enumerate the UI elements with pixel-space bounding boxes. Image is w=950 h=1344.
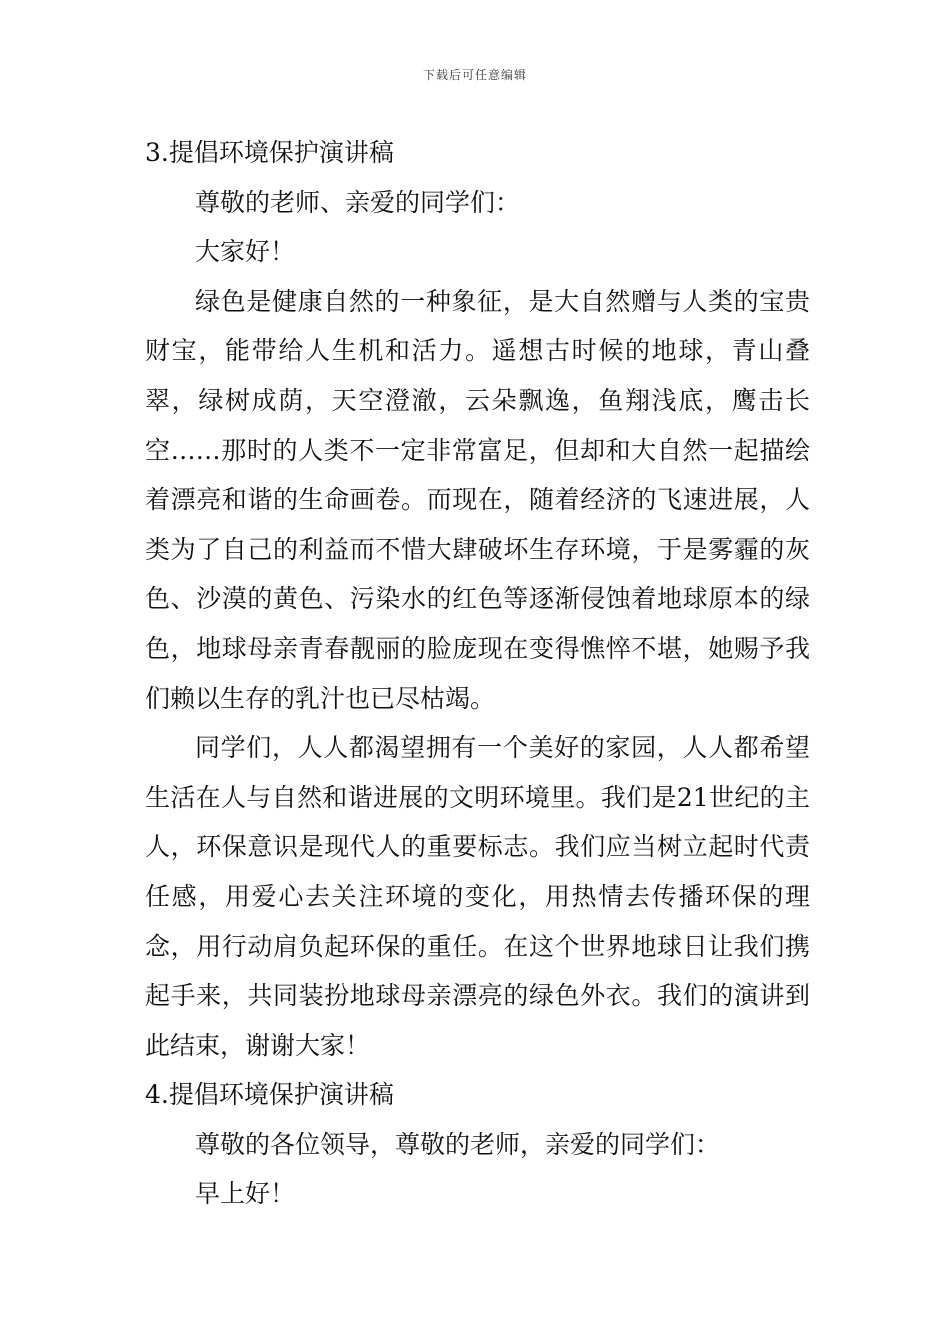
document-body (145, 128, 810, 1219)
page-header-note: 下载后可任意编辑 (422, 68, 527, 82)
body-paragraph: 同学们，人人都渴望拥有一个美好的家园，人人都希望生活在人与自然和谐进展的文明环境里。我们是21世纪的主人，环保意识是现代人的重要标志。我们应当树立起时代责任感，用爱心去关注环境的变化，用热情去传播环保的理念，用行动肩负起环保的重任。在这个世界地球日让我们携起手来，共同装扮地球母亲漂亮的绿色外衣。我们的演讲到此结束，谢谢大家！ (145, 733, 810, 1060)
section-title-3: 3.提倡环境保护演讲稿 (145, 138, 394, 167)
greeting-paragraph: 早上好！ (195, 1179, 296, 1209)
body-paragraph: 绿色是健康自然的一种象征，是大自然赠与人类的宝贵财宝，能带给人生机和活力。遥想古时候的地球，青山叠翠，绿树成荫，天空澄澈，云朵飘逸，鱼翔浅底，鹰击长空……那时的人类不一定非常富足，但却和大自然一起描绘着漂亮和谐的生命画卷。而现在，随着经济的飞速进展，人类为了自己的利益而不惜大肆破坏生存环境，于是雾霾的灰色、沙漠的黄色、污染水的红色等逐渐侵蚀着地球原本的绿色，地球母亲青春靓丽的脸庞现在变得憔悴不堪，她赐予我们赖以生存的乳汁也已尽枯竭。 (145, 286, 810, 713)
salutation-paragraph: 尊敬的老师、亲爱的同学们： (195, 187, 521, 217)
greeting-paragraph: 大家好！ (195, 237, 296, 267)
salutation-paragraph: 尊敬的各位领导，尊敬的老师，亲爱的同学们： (195, 1129, 721, 1159)
section-title-4: 4.提倡环境保护演讲稿 (145, 1080, 394, 1110)
